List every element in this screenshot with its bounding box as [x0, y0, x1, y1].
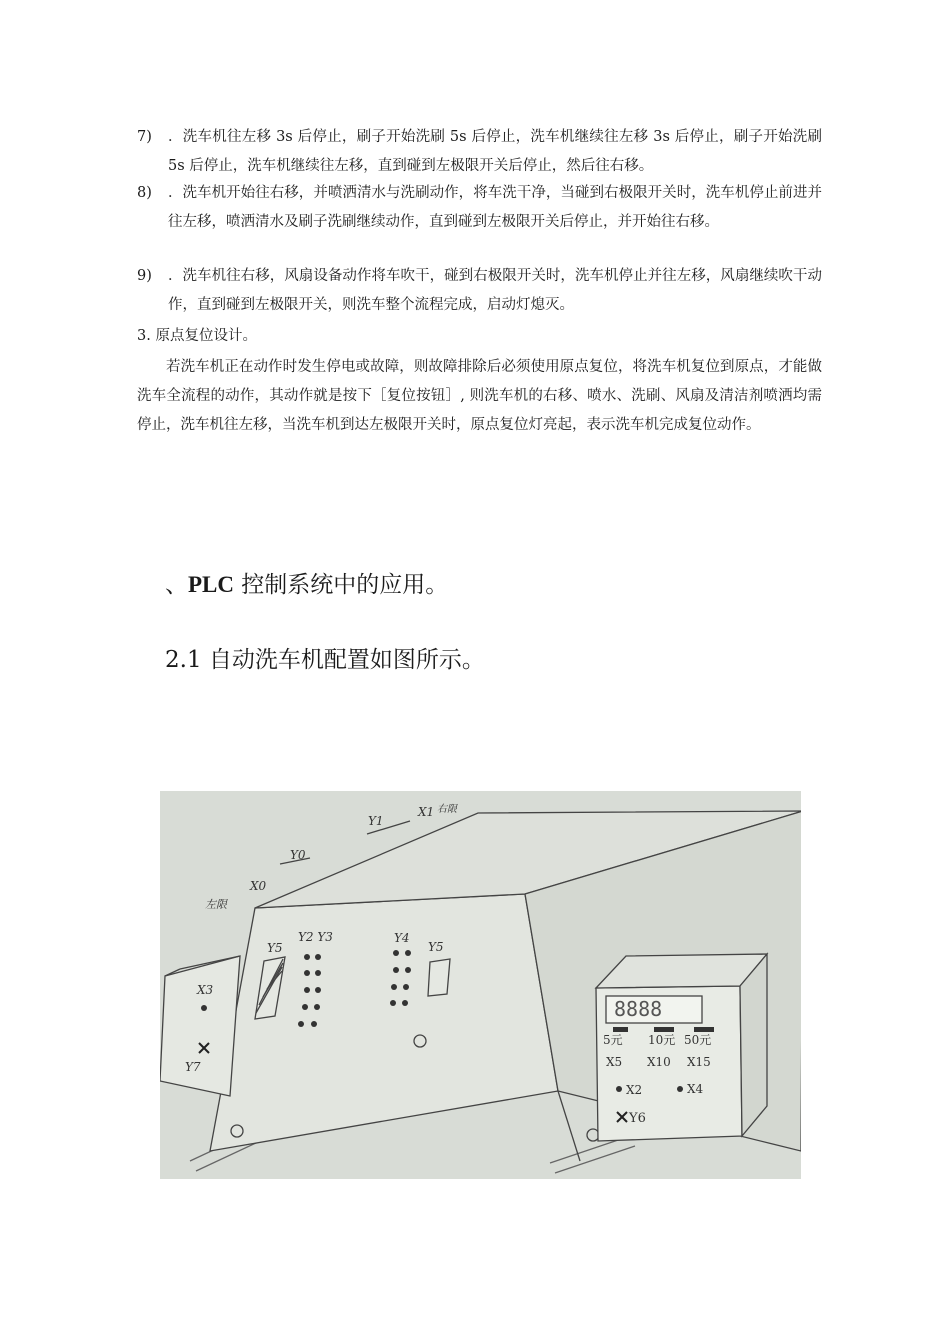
step-text: ．洗车机开始往右移，并喷洒清水与洗刷动作，将车洗干净，当碰到右极限开关时，洗车机停止前进并往左移，喷洒清水及刷子洗刷继续动作，直到碰到左极限开关后停止，并开始往右移。 [168, 185, 822, 230]
step-text: ．洗车机往左移 3s 后停止，刷子开始洗刷 5s 后停止，洗车机继续往左移 3s 后停止，刷子开始洗刷 5s 后停止，洗车机继续往左移，直到碰到左极限开关后停止，然后往右移。 [168, 129, 822, 174]
step-9 [137, 262, 822, 320]
control-box-side [740, 954, 767, 1136]
step-8 [137, 179, 822, 237]
label-coin-5: 5元 [603, 1033, 623, 1047]
heading-config: 2.1 自动洗车机配置如图所示。 [165, 647, 485, 673]
step-text: ．洗车机往右移，风扇设备动作将车吹干，碰到右极限开关时，洗车机停止并往左移，风扇继续吹干动作，直到碰到左极限开关，则洗车整个流程完成，启动灯熄灭。 [168, 268, 822, 313]
coin-slot-5 [613, 1027, 628, 1032]
label-x0: X0 [250, 879, 267, 893]
display-digits: 8888 [614, 997, 663, 1021]
heading-prefix: 、 [165, 572, 188, 598]
label-x5: X5 [606, 1055, 623, 1069]
label-x15: X15 [687, 1055, 711, 1069]
label-x3: X3 [197, 983, 214, 997]
section-3-title: 3. 原点复位设计。 [137, 328, 257, 344]
y5-right-slot [428, 959, 450, 996]
label-y4: Y4 [394, 931, 410, 945]
label-y0: Y0 [290, 848, 306, 862]
label-y2y3: Y2 Y3 [298, 930, 333, 944]
coin-slot-10 [654, 1027, 674, 1032]
label-y7: Y7 [185, 1060, 201, 1074]
label-y1: Y1 [368, 814, 384, 828]
label-x1: X1 [418, 805, 435, 819]
section-3-body: 若洗车机正在动作时发生停电或故障，则故障排除后必须使用原点复位，将洗车机复位到原点，才能做洗车全流程的动作，其动作就是按下［复位按钮］, 则洗车机的右移、喷水、洗刷、风扇及清洁剂喷洒均需停止，洗车机往左移，当洗车机到达左极限开关时，原点复位灯亮起，表示洗车机完成复位动作。 [137, 359, 822, 433]
gantry-front-face [210, 894, 558, 1151]
step-number: 8) [137, 185, 152, 201]
label-x4: X4 [687, 1082, 704, 1096]
label-left-limit: 左限 [205, 898, 227, 911]
label-y5b: Y5 [428, 940, 444, 954]
step-number: 9) [137, 268, 152, 284]
x4-button [677, 1086, 683, 1092]
label-coin-10: 10元 [648, 1033, 676, 1047]
label-coin-50: 50元 [684, 1033, 712, 1047]
x3-button [201, 1005, 207, 1011]
x2-button [616, 1086, 622, 1092]
heading-rest: 控制系统中的应用。 [234, 572, 449, 598]
label-x2: X2 [626, 1083, 643, 1097]
label-right-limit: 右限 [437, 804, 457, 815]
label-y6: Y6 [629, 1111, 646, 1126]
label-x10: X10 [647, 1055, 671, 1069]
label-y5: Y5 [267, 941, 283, 955]
car-wash-diagram [160, 791, 801, 1179]
left-box [160, 956, 240, 1096]
heading-plc [165, 566, 448, 599]
heading-bold: PLC [188, 572, 234, 597]
step-7 [137, 123, 822, 181]
coin-slot-50 [694, 1027, 714, 1032]
step-number: 7) [137, 129, 152, 145]
